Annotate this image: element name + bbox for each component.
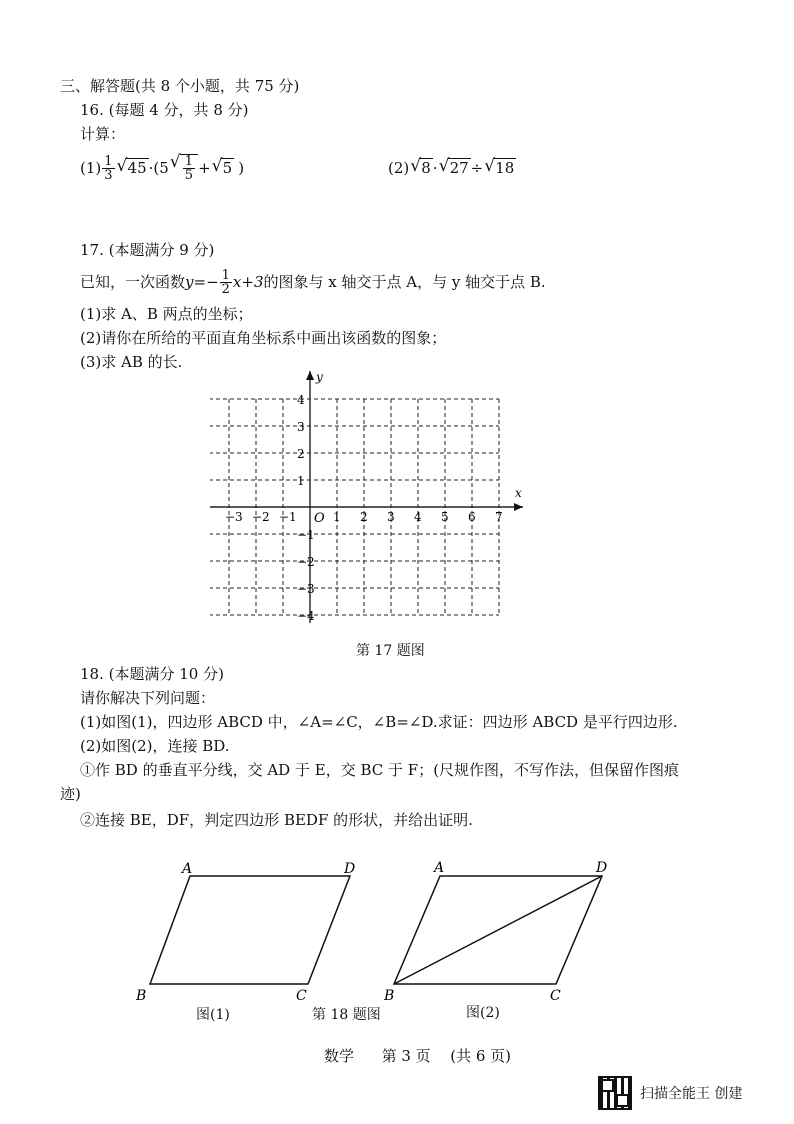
q18-part2b: ②连接 BE，DF，判定四边形 BEDF 的形状，并给出证明. (80, 811, 473, 829)
frac-denominator: 2 (221, 281, 230, 297)
q16-p2-div: ÷ (470, 159, 484, 177)
q16-p2-sqrt1 (410, 158, 433, 178)
q17-figure-caption: 第 17 题图 (356, 643, 425, 659)
q18-title: 18. (本题满分 10 分) (80, 665, 224, 683)
y-tick-label: 3 (297, 420, 305, 434)
footer (324, 1045, 511, 1066)
vertex-a-label: A (434, 860, 445, 876)
q17-intro-post: 的图象与 x 轴交于点 A，与 y 轴交于点 B. (263, 273, 546, 291)
vertex-c-label: C (296, 988, 307, 1004)
vertex-c-label: C (550, 988, 561, 1004)
q17-part2: (2)请你在所给的平面直角坐标系中画出该函数的图象； (80, 329, 447, 347)
radicand: 18 (495, 159, 515, 177)
axes (210, 371, 523, 623)
q18-fig2-caption: 图(2) (466, 1005, 500, 1021)
q16-title: 16. (每题 4 分，共 8 分) (80, 101, 249, 119)
q17-part1: (1)求 A、B 两点的坐标； (80, 305, 253, 323)
q17-func-y: y (185, 273, 194, 291)
y-tick-label: −1 (297, 528, 315, 542)
y-tick-label: −4 (297, 609, 315, 623)
q18-part2a-line2: 迹) (60, 785, 81, 803)
q18-figure-caption: 第 18 题图 (312, 1007, 381, 1023)
q17-intro (80, 264, 546, 300)
q16-p1-close: ) (238, 159, 245, 177)
x-tick-label: −2 (252, 510, 270, 524)
x-tick-label: 7 (495, 510, 503, 524)
y-axis-label: y (316, 370, 323, 384)
q16-p2-sqrt3 (484, 158, 516, 178)
vertex-a-label: A (182, 861, 193, 877)
q18-instruction: 请你解决下列问题： (80, 689, 216, 707)
q18-part1: (1)如图(1)，四边形 ABCD 中，∠A=∠C，∠B=∠D.求证：四边形 ABCD 是平行四边形. (80, 713, 678, 731)
frac-numerator: 1 (221, 267, 230, 283)
q18-figure1 (130, 858, 370, 1008)
vertex-b-label: B (136, 988, 147, 1004)
x-tick-label: −1 (279, 510, 297, 524)
radicand: 5 (222, 159, 233, 177)
q16-p1-mid: ·(5 (148, 159, 169, 177)
q17-intro-pre: 已知，一次函数 (80, 273, 186, 291)
q16-p1-label: (1) (80, 159, 102, 177)
q16-p1-sqrt-frac (170, 154, 198, 182)
q18-part2a-line1: ①作 BD 的垂直平分线，交 AD 于 E，交 BC 于 F；(尺规作图，不写作法，但保留作图痕 (80, 761, 680, 779)
q18-figure2 (380, 854, 620, 1004)
inner-fraction (183, 155, 195, 182)
frac-numerator: √ 1 (184, 154, 194, 169)
frac-denominator: 3 (104, 167, 113, 183)
radicand: 8 (421, 159, 431, 177)
x-axis-arrow-icon (514, 503, 523, 511)
vertex-d-label: D (596, 860, 608, 876)
y-tick-label: 2 (297, 447, 305, 461)
q16-p2-label: (2) (388, 159, 410, 177)
origin-label: O (314, 511, 325, 526)
q17-coordinate-grid (210, 364, 550, 636)
vertex-b-label: B (384, 988, 395, 1004)
footer-total: (共 6 页) (450, 1047, 512, 1065)
diagonal-bd (394, 876, 602, 984)
section-header: 三、解答题(共 8 个小题，共 75 分) (60, 77, 300, 95)
q17-title: 17. (本题满分 9 分) (80, 241, 215, 259)
frac-numerator: 1 (104, 153, 113, 169)
y-tick-label: −3 (297, 582, 315, 596)
radicand: 27 (449, 159, 469, 177)
parallelogram-abcd (150, 876, 350, 984)
q16-p2-sqrt2 (439, 158, 471, 178)
vertex-d-label: D (344, 861, 356, 877)
q17-func-eq: =− (193, 273, 219, 291)
q16-p1-plus: + (198, 159, 211, 177)
q18-fig1-caption: 图(1) (196, 1007, 230, 1023)
radicand: 45 (127, 159, 147, 177)
q16-part1 (80, 150, 244, 186)
footer-subject: 数学 (324, 1047, 355, 1065)
q16-p1-sqrt2 (212, 158, 235, 178)
y-tick-label: −2 (297, 555, 315, 569)
x-tick-label: 4 (414, 510, 422, 524)
watermark: 扫描全能王 创建 (640, 1086, 743, 1102)
footer-page: 第 3 页 (381, 1047, 431, 1065)
x-axis-label: x (515, 486, 522, 500)
x-tick-label: 3 (387, 510, 395, 524)
q18-part2: (2)如图(2)，连接 BD. (80, 737, 230, 755)
q17-part3: (3)求 AB 的长. (80, 353, 183, 371)
q16-p1-sqrt1 (117, 158, 149, 178)
q16-p1-fraction (102, 155, 114, 182)
x-tick-label: 1 (333, 510, 341, 524)
x-tick-label: 6 (468, 510, 476, 524)
q17-func-rest: x+3 (232, 273, 264, 291)
y-tick-label: 4 (297, 393, 305, 407)
q16-p2-dot: · (432, 159, 438, 177)
qr-code-icon (598, 1076, 632, 1110)
x-tick-label: 2 (360, 510, 368, 524)
q16-instruction: 计算： (80, 125, 126, 143)
y-axis-arrow-icon (306, 371, 314, 380)
frac-denominator: 5 (184, 168, 194, 183)
q16-part2 (388, 150, 516, 186)
y-tick-label: 1 (297, 474, 305, 488)
x-tick-label: 5 (441, 510, 449, 524)
x-tick-label: −3 (225, 510, 243, 524)
q17-fraction (220, 269, 232, 296)
